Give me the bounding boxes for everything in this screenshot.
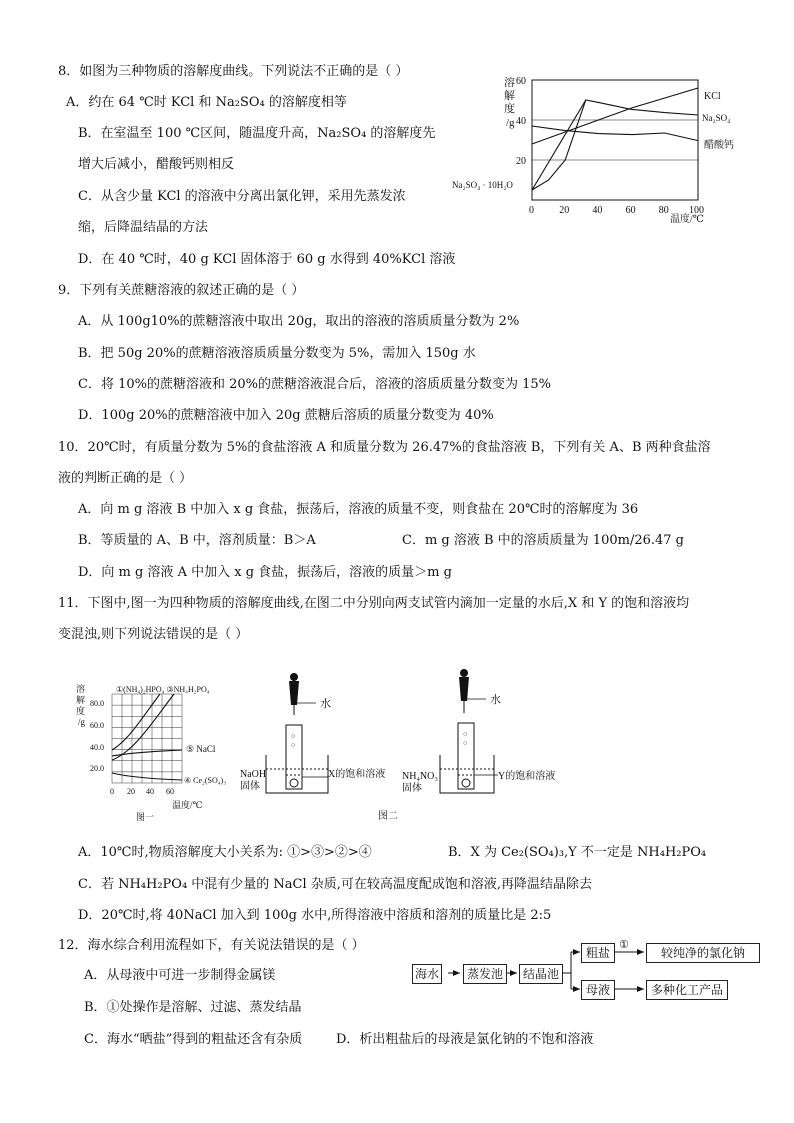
q8-ylabel-3: 度 bbox=[504, 103, 515, 115]
f2-caption: 图二 bbox=[378, 811, 398, 822]
q8-curves bbox=[532, 88, 698, 190]
f2-y-solution: Y的饱和溶液 bbox=[498, 771, 556, 782]
q9-option-a: A．从 100g10%的蔗糖溶液中取出 20g，取出的溶液的溶质质量分数为 2% bbox=[78, 314, 520, 329]
q12-option-b: B．①处操作是溶解、过滤、蒸发结晶 bbox=[84, 1000, 302, 1015]
q8-tick-labels bbox=[516, 76, 704, 216]
f1-grid bbox=[112, 694, 182, 783]
q8-xtick-40: 40 bbox=[592, 205, 603, 216]
f2-left-beaker bbox=[266, 725, 328, 793]
f1-ylabel-3: 度 bbox=[76, 706, 86, 716]
q8-ytick-60: 60 bbox=[516, 76, 526, 87]
q8-xtick-20: 20 bbox=[559, 205, 570, 216]
q11-option-d: D．20℃时,将 40NaCl 加入到 100g 水中,所得溶液中溶质和溶剂的质量比是 2:5 bbox=[78, 908, 552, 923]
f2-water-right: 水 bbox=[490, 694, 501, 706]
q8-option-a: A．约在 64 ℃时 KCl 和 Na₂SO₄ 的溶解度相等 bbox=[66, 95, 347, 110]
svg-text:○: ○ bbox=[463, 730, 468, 738]
f2-water-left: 水 bbox=[320, 698, 331, 710]
svg-text:○: ○ bbox=[463, 739, 468, 747]
q9-option-d: D．100g 20%的蔗糖溶液中加入 20g 蔗糖后溶质的质量分数变为 40% bbox=[78, 408, 494, 423]
q8-ylabel-2: 解 bbox=[504, 90, 515, 102]
f1-xtick-60: 60 bbox=[166, 787, 174, 796]
q10-option-a: A．向 m g 溶液 B 中加入 x g 食盐，振荡后，溶液的质量不变，则食盐在 20℃时的溶解度为 36 bbox=[78, 502, 639, 517]
q11-option-b: B．X 为 Ce₂(SO₄)₃,Y 不一定是 NH₄H₂PO₄ bbox=[448, 845, 707, 860]
q8-plot-frame bbox=[532, 80, 698, 200]
svg-text:○: ○ bbox=[291, 741, 296, 749]
q12-option-d: D．析出粗盐后的母液是氯化钠的不饱和溶液 bbox=[336, 1032, 594, 1047]
q8-xtick-80: 80 bbox=[658, 205, 669, 216]
f1-label-nacl: ⑤ NaCl bbox=[186, 744, 216, 754]
q11-stem: 11．下图中,图一为四种物质的溶解度曲线,在图二中分别向两支试管内滴加一定量的水后,X 和 Y 的饱和溶液均 bbox=[58, 596, 690, 611]
q8-label-calcium-acetate: 醋酸钙 bbox=[704, 140, 734, 151]
q8-ylabel-4: /g bbox=[506, 117, 515, 129]
q11-stem-cont: 变混浊,则下列说法错误的是（ ） bbox=[58, 627, 249, 642]
f2-right-dropper bbox=[459, 669, 486, 713]
q8-option-c: C．从含少量 KCl 的溶液中分离出氯化钾，采用先蒸发浓 bbox=[78, 189, 406, 204]
q11-option-c: C．若 NH₄H₂PO₄ 中混有少量的 NaCl 杂质,可在较高温度配成饱和溶液,再降温结晶除去 bbox=[78, 877, 593, 892]
flow-crystallization-pond: 结晶池 bbox=[519, 964, 563, 984]
q12-option-c: C．海水“晒盐”得到的粗盐还含有杂质 bbox=[84, 1032, 303, 1047]
q8-ylabel-1: 溶 bbox=[504, 77, 515, 89]
q8-series-line-0 bbox=[532, 88, 698, 144]
q8-stem: 8．如图为三种物质的溶解度曲线。下列说法不正确的是（ ） bbox=[58, 64, 409, 79]
q8-label-na2so4: Na₂SO₄ bbox=[702, 113, 731, 123]
q8-series-line-3 bbox=[532, 100, 586, 190]
q12-stem: 12．海水综合利用流程如下，有关说法错误的是（ ） bbox=[58, 938, 365, 953]
f1-caption: 图一 bbox=[136, 812, 155, 822]
q8-solubility-chart bbox=[450, 70, 750, 230]
f1-ytick-20: 20.0 bbox=[90, 764, 104, 773]
q8-option-d: D．在 40 ℃时，40 g KCl 固体溶于 60 g 水得到 40%KCl 溶液 bbox=[78, 252, 456, 267]
q10-stem-cont: 液的判断正确的是（ ） bbox=[58, 471, 193, 486]
f1-ylabel-2: 解 bbox=[76, 695, 86, 705]
q9-option-b: B．把 50g 20%的蔗糖溶液溶质质量分数变为 5%，需加入 150g 水 bbox=[78, 346, 476, 361]
q8-ytick-20: 20 bbox=[516, 156, 526, 167]
q8-xlabel: 温度/℃ bbox=[670, 214, 704, 225]
f2-x-solution: X的饱和溶液 bbox=[328, 769, 386, 780]
f2-right-beaker bbox=[440, 723, 494, 793]
flow-mother-liquor: 母液 bbox=[581, 980, 615, 1000]
q10-option-b: B．等质量的 A、B 中，溶剂质量：B＞A bbox=[78, 533, 316, 548]
svg-text:○: ○ bbox=[291, 732, 296, 740]
q8-series-line-2 bbox=[532, 126, 698, 141]
q11-figure-two bbox=[236, 665, 572, 825]
q8-ytick-40: 40 bbox=[516, 116, 526, 127]
flow-seawater: 海水 bbox=[412, 964, 442, 984]
f1-xtick-0: 0 bbox=[110, 787, 114, 796]
f1-ytick-40: 40.0 bbox=[90, 743, 104, 752]
q10-option-d: D．向 m g 溶液 A 中加入 x g 食盐，振荡后，溶液的质量＞m g bbox=[78, 565, 452, 580]
f2-naoh: NaOH bbox=[240, 769, 267, 780]
q8-label-kcl: KCl bbox=[704, 91, 721, 102]
f1-ytick-80: 80.0 bbox=[90, 699, 104, 708]
q9-option-c: C．将 10%的蔗糖溶液和 20%的蔗糖溶液混合后，溶液的溶质质量分数变为 15% bbox=[78, 377, 552, 392]
flow-crude-salt: 粗盐 bbox=[581, 943, 615, 963]
q10-stem: 10．20℃时，有质量分数为 5%的食盐溶液 A 和质量分数为 26.47%的食盐溶液 B，下列有关 A、B 两种食盐溶 bbox=[58, 440, 711, 455]
q8-option-b: B．在室温至 100 ℃区间，随温度升高，Na₂SO₄ 的溶解度先 bbox=[78, 126, 436, 141]
f2-solid-left: 固体 bbox=[240, 781, 260, 792]
f1-ylabel-4: /g bbox=[78, 717, 86, 727]
f2-nh4no3: NH₄NO₃ bbox=[402, 771, 438, 782]
q10-option-c: C．m g 溶液 B 中的溶质质量为 100m/26.47 g bbox=[402, 533, 685, 548]
q11-figure-one bbox=[74, 680, 234, 825]
f1-curve-1 bbox=[112, 694, 174, 760]
flow-evaporation-pond: 蒸发池 bbox=[463, 964, 507, 984]
f1-legend-top: ①(NH₄)₂HPO₄ ③NH₄H₂PO₄ bbox=[116, 685, 210, 694]
f1-curve-2 bbox=[112, 750, 182, 756]
q8-xtick-0: 0 bbox=[529, 205, 534, 216]
f1-xtick-40: 40 bbox=[146, 787, 154, 796]
q8-option-c-cont: 缩，后降温结晶的方法 bbox=[78, 220, 209, 235]
q8-option-b-cont: 增大后减小，醋酸钙则相反 bbox=[78, 157, 235, 172]
q8-xtick-60: 60 bbox=[625, 205, 636, 216]
f2-solid-right: 固体 bbox=[402, 783, 422, 794]
f1-xlabel: 温度/℃ bbox=[172, 800, 203, 810]
f1-curve-3 bbox=[112, 773, 182, 780]
f1-ytick-60: 60.0 bbox=[90, 721, 104, 730]
q12-option-a: A．从母液中可进一步制得金属镁 bbox=[84, 968, 276, 983]
q8-label-hydrate: Na₂SO₄ · 10H₂O bbox=[452, 180, 513, 190]
f1-xtick-20: 20 bbox=[127, 787, 135, 796]
q12-step-marker: ① bbox=[619, 938, 629, 951]
q9-stem: 9．下列有关蔗糖溶液的叙述正确的是（ ） bbox=[58, 283, 305, 298]
f1-ylabel-1: 溶 bbox=[76, 684, 86, 694]
flow-pure-nacl: 较纯净的氯化钠 bbox=[646, 943, 760, 963]
f2-left-dropper bbox=[289, 673, 316, 715]
q11-option-a: A．10℃时,物质溶解度大小关系为: ①>③>②>④ bbox=[78, 845, 372, 860]
q8-xtick-100: 100 bbox=[689, 205, 704, 216]
f1-label-ce: ④ Ce₂(SO₄)₃ bbox=[184, 776, 226, 785]
flow-chemical-products: 多种化工产品 bbox=[646, 980, 728, 1000]
